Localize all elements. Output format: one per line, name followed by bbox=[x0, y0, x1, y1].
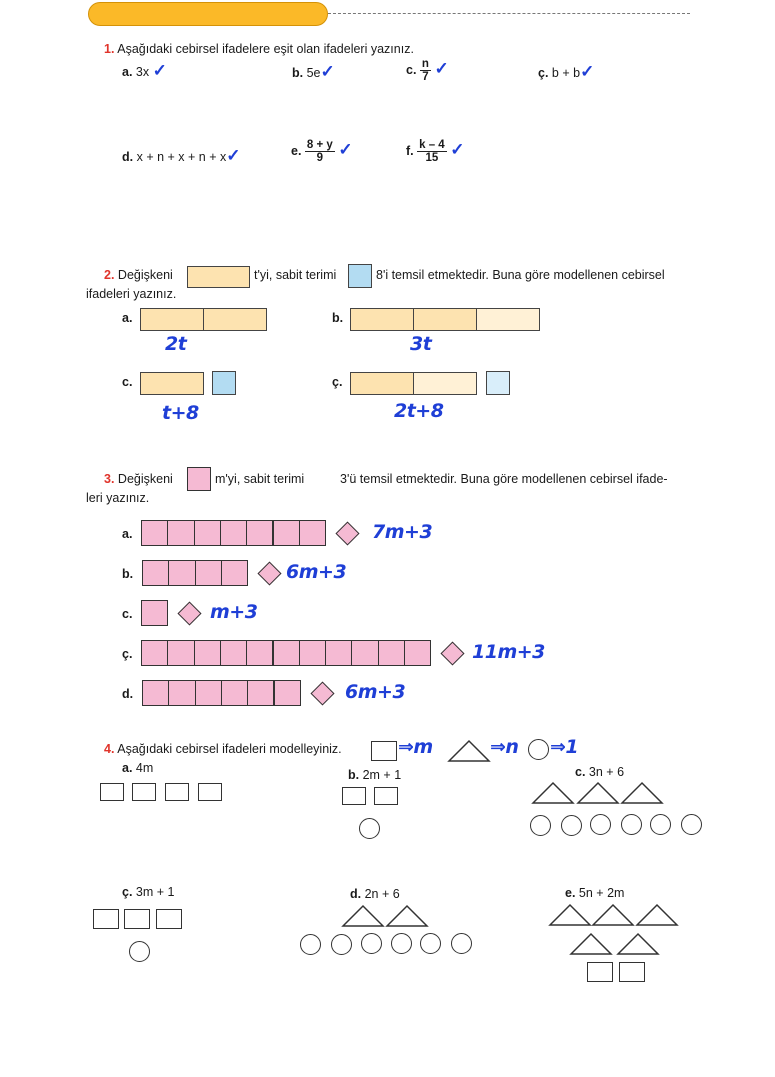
variable-model-box bbox=[187, 467, 211, 491]
q4-prompt: 4. Aşağıdaki cebirsel ifadeleri modelleyiniz. bbox=[104, 742, 342, 756]
q3-answer: m+3 bbox=[210, 601, 258, 623]
variable-box bbox=[203, 308, 267, 331]
variable-cell bbox=[195, 560, 222, 586]
q2-answer-b: 3t bbox=[410, 333, 432, 355]
square-legend-icon bbox=[371, 741, 397, 761]
check-icon: ✓ bbox=[580, 62, 595, 81]
q2-number: 2. bbox=[104, 268, 115, 282]
q4-item-cc: ç. 3m + 1 bbox=[122, 885, 175, 899]
q2-answer-a: 2t bbox=[165, 333, 187, 355]
square-shape bbox=[619, 962, 645, 982]
q1-number: 1. bbox=[104, 42, 115, 56]
check-icon: ✓ bbox=[450, 139, 465, 159]
q3-text-after: 3'ü temsil etmektedir. Buna göre modellenen cebirsel ifade- bbox=[340, 472, 668, 486]
variable-cell bbox=[325, 640, 352, 666]
variable-model-box bbox=[187, 266, 250, 288]
q3-answer: 6m+3 bbox=[345, 681, 406, 703]
check-icon: ✓ bbox=[434, 58, 449, 78]
triangle-legend-icon bbox=[448, 740, 490, 762]
variable-cell bbox=[246, 640, 273, 666]
q1-item-b: b. 5e✓ bbox=[292, 62, 335, 81]
square-shape bbox=[93, 909, 119, 929]
variable-cell bbox=[168, 680, 195, 706]
q4-item-e: e. 5n + 2m bbox=[565, 886, 625, 900]
circle-shape bbox=[300, 934, 321, 955]
circle-shape bbox=[681, 814, 702, 835]
variable-box bbox=[350, 308, 414, 331]
variable-cell bbox=[220, 520, 247, 546]
variable-box bbox=[413, 308, 477, 331]
q4-legend-circle: ⇒1 bbox=[550, 736, 579, 758]
triangle-shape bbox=[342, 905, 384, 927]
fraction: $\frac{k - 4}{15}$ bbox=[419, 139, 445, 164]
circle-shape bbox=[359, 818, 380, 839]
square-shape bbox=[374, 787, 398, 805]
variable-cell bbox=[273, 520, 300, 546]
fraction: $\frac{8 + y}{9}$ bbox=[306, 139, 333, 164]
q2-number-wrap: 2. Değişkeni bbox=[104, 268, 173, 282]
q2-answer-c: t+8 bbox=[162, 402, 199, 424]
q1-item-f: f. $\frac{k - 4}{15}$ ✓ bbox=[406, 139, 465, 164]
fraction: $\frac{n}{7}$ bbox=[421, 58, 429, 83]
triangle-shape bbox=[617, 933, 659, 955]
q1-item-c: c. $\frac{n}{7}$ ✓ bbox=[406, 58, 449, 83]
q3-number-wrap: 3. Değişkeni bbox=[104, 472, 173, 486]
variable-box bbox=[140, 308, 204, 331]
variable-cell bbox=[351, 640, 378, 666]
q3-answer: 6m+3 bbox=[286, 561, 347, 583]
q2-item-b-label: b. bbox=[332, 311, 344, 325]
q4-item-d: d. 2n + 6 bbox=[350, 887, 400, 901]
square-shape bbox=[587, 962, 613, 982]
q3-text-line2: leri yazınız. bbox=[86, 491, 150, 505]
triangle-shape bbox=[621, 782, 663, 804]
constant-diamond bbox=[310, 681, 334, 705]
header-divider bbox=[328, 13, 690, 14]
triangle-shape bbox=[636, 904, 678, 926]
constant-diamond bbox=[178, 601, 202, 625]
circle-shape bbox=[451, 933, 472, 954]
variable-cell bbox=[274, 680, 301, 706]
q4-item-b: b. 2m + 1 bbox=[348, 768, 402, 782]
check-icon: ✓ bbox=[152, 61, 167, 80]
q4-legend-square: ⇒m bbox=[398, 736, 433, 758]
variable-box bbox=[476, 308, 540, 331]
variable-cell bbox=[221, 680, 248, 706]
variable-cell bbox=[142, 560, 169, 586]
circle-shape bbox=[129, 941, 150, 962]
q3-row-label: ç. bbox=[122, 647, 133, 661]
circle-shape bbox=[590, 814, 611, 835]
q3-number: 3. bbox=[104, 472, 115, 486]
square-shape bbox=[132, 783, 156, 801]
circle-shape bbox=[621, 814, 642, 835]
constant-model-box bbox=[348, 264, 372, 288]
q3-row-label: c. bbox=[122, 607, 133, 621]
q2-item-a-label: a. bbox=[122, 311, 133, 325]
q2-answer-cc: 2t+8 bbox=[394, 400, 444, 422]
check-icon: ✓ bbox=[338, 139, 353, 159]
section-header-tab bbox=[88, 2, 328, 26]
variable-cell bbox=[299, 640, 326, 666]
circle-shape bbox=[361, 933, 382, 954]
square-shape bbox=[342, 787, 366, 805]
q1-item-cc: ç. b + b✓ bbox=[538, 62, 595, 81]
constant-diamond bbox=[441, 641, 465, 665]
square-shape bbox=[124, 909, 150, 929]
variable-cell bbox=[220, 640, 247, 666]
variable-cell bbox=[141, 520, 168, 546]
triangle-shape bbox=[577, 782, 619, 804]
variable-cell bbox=[141, 600, 168, 626]
variable-cell bbox=[195, 680, 222, 706]
triangle-shape bbox=[592, 904, 634, 926]
variable-cell bbox=[378, 640, 405, 666]
square-shape bbox=[100, 783, 124, 801]
circle-shape bbox=[331, 934, 352, 955]
q1-prompt-text: Aşağıdaki cebirsel ifadelere eşit olan ifadeleri yazınız. bbox=[117, 42, 414, 56]
constant-box bbox=[212, 371, 236, 395]
q3-row-label: a. bbox=[122, 527, 133, 541]
q2-item-cc-label: ç. bbox=[332, 375, 343, 389]
q1-item-a: a. 3x ✓ bbox=[122, 61, 167, 80]
variable-cell bbox=[194, 640, 221, 666]
variable-cell bbox=[167, 640, 194, 666]
q3-text-mid: m'yi, sabit terimi bbox=[215, 472, 305, 486]
check-icon: ✓ bbox=[226, 146, 241, 165]
variable-box bbox=[140, 372, 204, 395]
variable-box bbox=[350, 372, 414, 395]
check-icon: ✓ bbox=[320, 62, 335, 81]
q2-text-after: 8'i temsil etmektedir. Buna göre modellenen cebirsel bbox=[376, 268, 665, 282]
q1-prompt bbox=[104, 42, 414, 56]
q3-answer: 7m+3 bbox=[372, 521, 433, 543]
square-shape bbox=[198, 783, 222, 801]
triangle-shape bbox=[549, 904, 591, 926]
circle-shape bbox=[530, 815, 551, 836]
variable-cell bbox=[273, 640, 300, 666]
variable-cell bbox=[142, 680, 169, 706]
variable-cell bbox=[299, 520, 326, 546]
constant-diamond bbox=[336, 521, 360, 545]
variable-cell bbox=[246, 520, 273, 546]
constant-box bbox=[486, 371, 510, 395]
variable-cell bbox=[194, 520, 221, 546]
variable-cell bbox=[141, 640, 168, 666]
variable-cell bbox=[221, 560, 248, 586]
q2-text-mid: t'yi, sabit terimi bbox=[254, 268, 337, 282]
q3-row-label: d. bbox=[122, 687, 134, 701]
variable-cell bbox=[247, 680, 274, 706]
q1-item-e: e. $\frac{8 + y}{9}$ ✓ bbox=[291, 139, 353, 164]
q4-item-a: a. 4m bbox=[122, 761, 154, 775]
circle-shape bbox=[650, 814, 671, 835]
circle-shape bbox=[561, 815, 582, 836]
circle-shape bbox=[391, 933, 412, 954]
q1-item-d: d. x + n + x + n + x✓ bbox=[122, 146, 241, 165]
variable-box bbox=[413, 372, 477, 395]
variable-cell bbox=[404, 640, 431, 666]
triangle-shape bbox=[386, 905, 428, 927]
q2-item-c-label: c. bbox=[122, 375, 133, 389]
circle-shape bbox=[420, 933, 441, 954]
q3-row-label: b. bbox=[122, 567, 134, 581]
variable-cell bbox=[167, 520, 194, 546]
constant-diamond bbox=[258, 561, 282, 585]
triangle-shape bbox=[532, 782, 574, 804]
q4-number: 4. bbox=[104, 742, 115, 756]
q4-legend-triangle: ⇒n bbox=[490, 736, 519, 758]
q2-text-line2: ifadeleri yazınız. bbox=[86, 287, 177, 301]
q4-item-c: c. 3n + 6 bbox=[575, 765, 625, 779]
circle-legend-icon bbox=[528, 739, 549, 760]
q3-answer: 11m+3 bbox=[472, 641, 545, 663]
variable-cell bbox=[168, 560, 195, 586]
triangle-shape bbox=[570, 933, 612, 955]
square-shape bbox=[156, 909, 182, 929]
square-shape bbox=[165, 783, 189, 801]
